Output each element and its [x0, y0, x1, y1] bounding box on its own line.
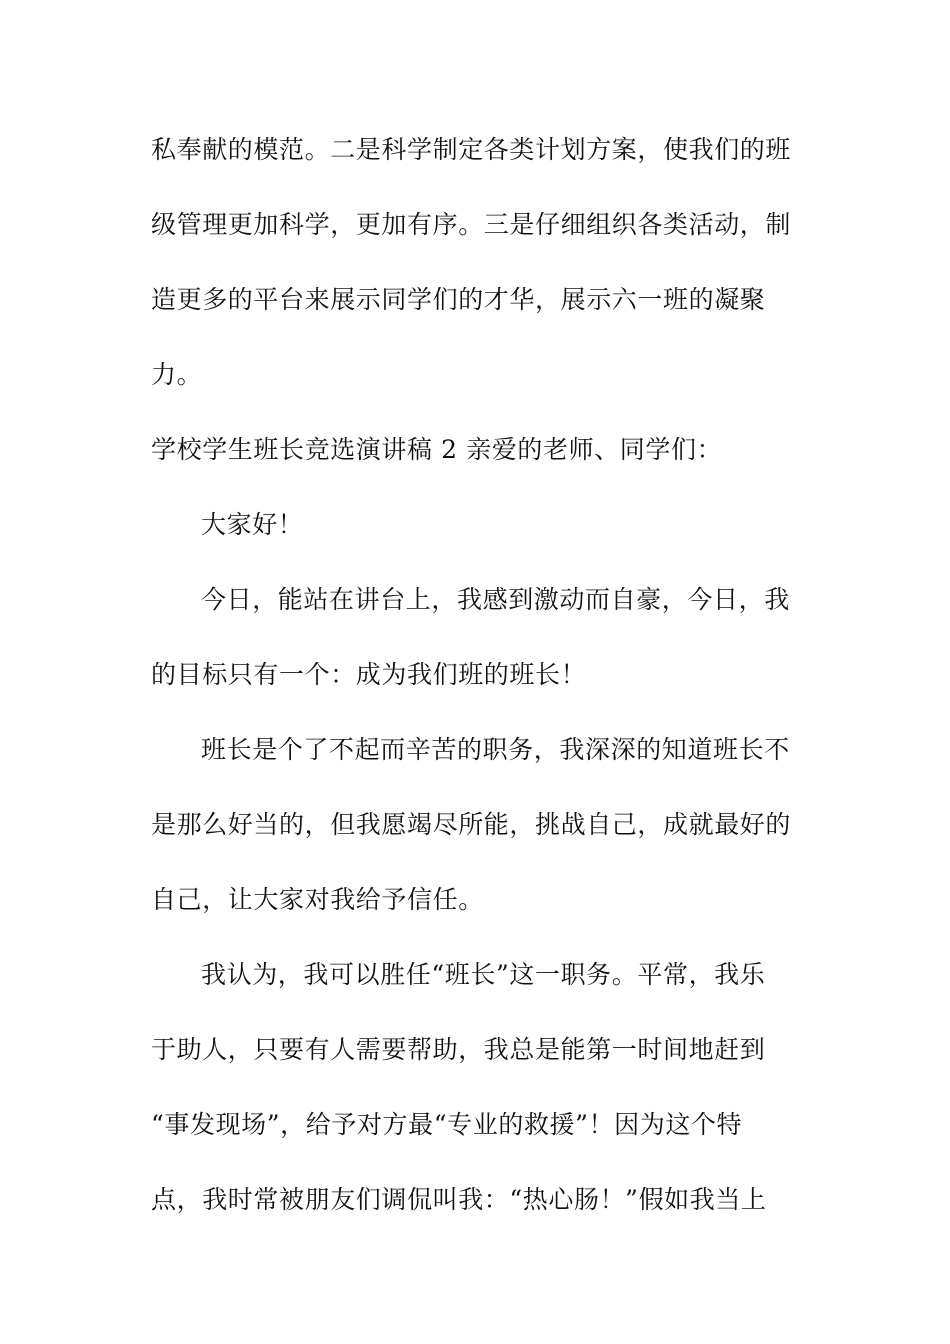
- paragraph-line: 点，我时常被朋友们调侃叫我：“热心肠！”假如我当上: [151, 1185, 767, 1214]
- paragraph-line: 自己，让大家对我给予信任。: [151, 885, 484, 914]
- paragraph-line: 力。: [151, 360, 203, 389]
- paragraph-line: 于助人，只要有人需要帮助，我总是能第一时间地赶到: [151, 1035, 766, 1064]
- greeting-line: 大家好！: [201, 510, 304, 539]
- paragraph-line: 级管理更加科学，更加有序。三是仔细组织各类活动，制: [151, 210, 792, 239]
- section-heading-line: 学校学生班长竞选演讲稿 2 亲爱的老师、同学们：: [151, 435, 723, 464]
- paragraph-line: 造更多的平台来展示同学们的才华，展示六一班的凝聚: [151, 285, 766, 314]
- paragraph-line: “事发现场”，给予对方最“专业的救援”！因为这个特: [151, 1110, 743, 1139]
- paragraph-line: 私奉献的模范。二是科学制定各类计划方案，使我们的班: [151, 135, 792, 164]
- paragraph-line: 是那么好当的，但我愿竭尽所能，挑战自己，成就最好的: [151, 810, 792, 839]
- paragraph-line: 的目标只有一个：成为我们班的班长！: [151, 660, 587, 689]
- paragraph-line: 班长是个了不起而辛苦的职务，我深深的知道班长不: [201, 735, 790, 764]
- paragraph-line: 我认为，我可以胜任“班长”这一职务。平常，我乐: [201, 960, 766, 989]
- paragraph-line: 今日，能站在讲台上，我感到激动而自豪，今日，我: [201, 585, 790, 614]
